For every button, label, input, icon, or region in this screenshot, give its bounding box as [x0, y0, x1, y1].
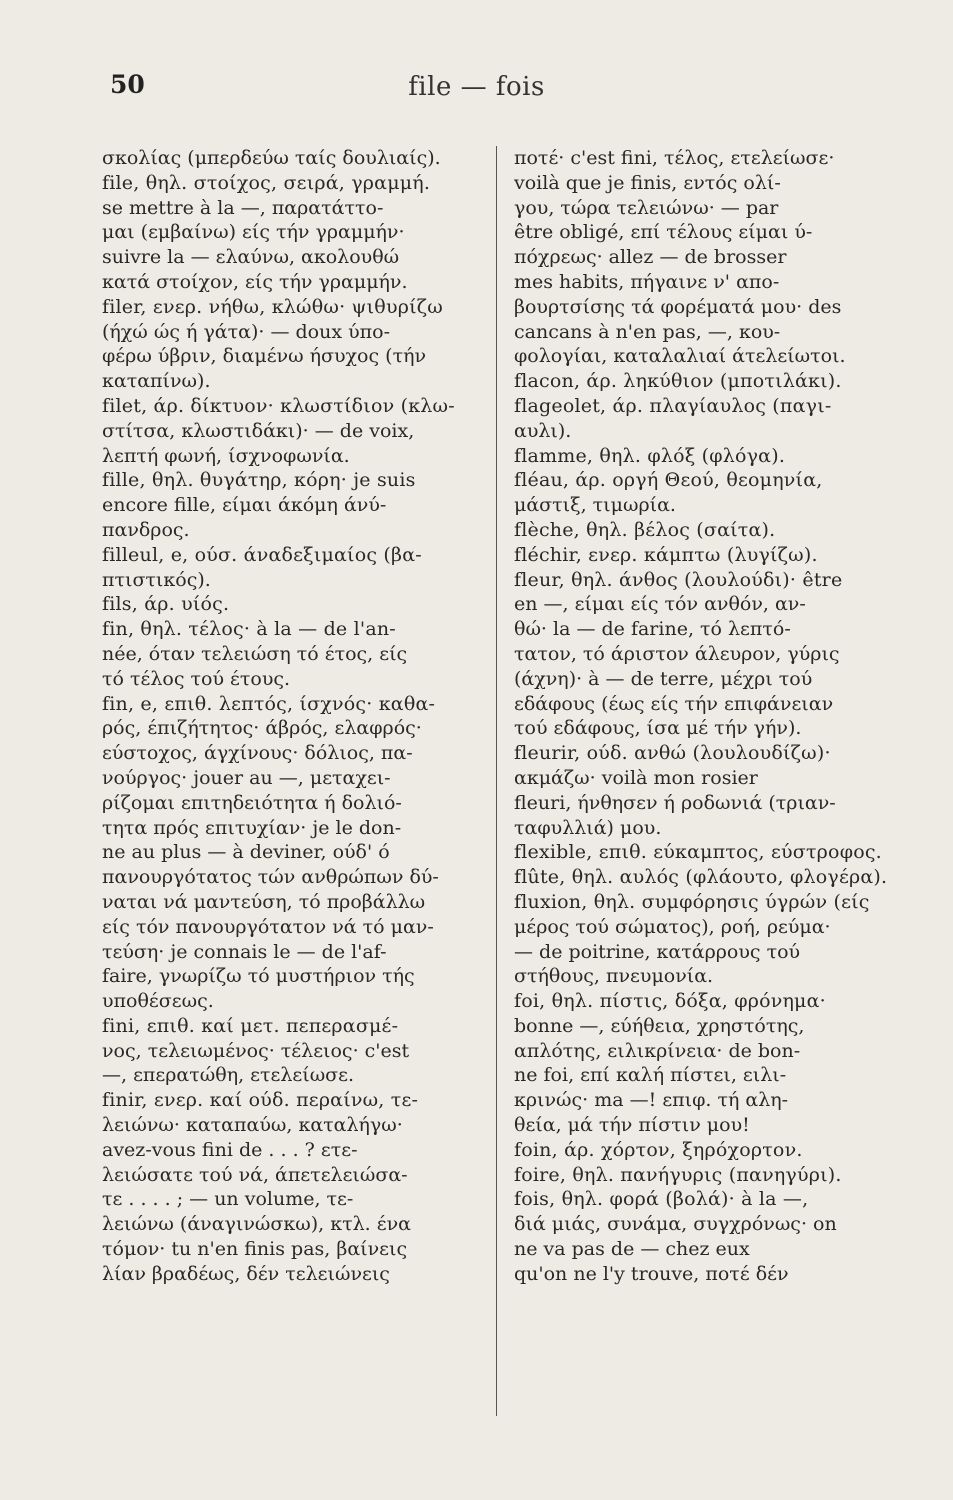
text-line: νος, τελειωμένος· τέλειος· c'est	[102, 1039, 410, 1062]
text-line: φέρω ύβριν, διαμένω ήσυχος (τήν	[102, 345, 427, 368]
text-line: foire, θηλ. πανήγυρις (πανηγύρι).	[514, 1163, 842, 1186]
text-line: filer, ενερ. νήθω, κλώθω· ψιθυρίζω	[102, 295, 443, 318]
text-line: θεία, μά τήν πίστιν μου!	[514, 1114, 750, 1137]
text-line: μαι (εμβαίνω) είς τήν γραμμήν·	[102, 221, 405, 244]
text-line: fleuri, ήνθησεν ή ροδωνιά (τριαν-	[514, 791, 836, 814]
text-line: fleur, θηλ. άνθος (λουλούδι)· être	[514, 568, 843, 591]
text-line: τητα πρός επιτυχίαν· je le don-	[102, 816, 402, 839]
text-line: νούργος· jouer au —, μεταχει-	[102, 766, 391, 789]
text-line: fils, άρ. υίός.	[102, 593, 230, 616]
page-number: 50	[110, 70, 145, 99]
text-line: στήθους, πνευμονία.	[514, 965, 714, 988]
text-line: εύστοχος, άγχίνους· δόλιος, πα-	[102, 742, 413, 765]
text-line: finir, ενερ. καί ούδ. περαίνω, τε-	[102, 1089, 419, 1112]
text-line: φολογίαι, καταλαλιαί άτελείωτοι.	[514, 345, 846, 368]
text-line: fois, θηλ. φορά (βολά)· à la —,	[514, 1188, 809, 1211]
text-line: λεπτή φωνή, ίσχνοφωνία.	[102, 444, 350, 467]
text-line: λειώσατε τού νά, άπετελειώσα-	[102, 1163, 408, 1186]
text-line: fin, e, επιθ. λεπτός, ίσχνός· καθα-	[102, 692, 436, 715]
text-line: voilà que je finis, εντός ολί-	[514, 171, 781, 194]
text-line: foi, θηλ. πίστις, δόξα, φρόνημα·	[514, 990, 826, 1013]
text-line: στίτσα, κλωστιδάκι)· — de voix,	[102, 419, 415, 442]
text-line: σκολίας (μπερδεύω ταίς δουλιαίς).	[102, 147, 441, 169]
text-line: λειώνω· καταπαύω, καταλήγω·	[102, 1114, 403, 1137]
text-line: —, επερατώθη, ετελείωσε.	[102, 1064, 355, 1087]
text-line: fléau, άρ. οργή Θεού, θεομηνία,	[514, 469, 823, 492]
text-line: qu'on ne l'y trouve, ποτέ δέν	[514, 1262, 789, 1285]
text-line: filet, άρ. δίκτυον· κλωστίδιον (κλω-	[102, 394, 455, 417]
text-line: être obligé, επί τέλους είμαι ύ-	[514, 221, 813, 244]
text-line: flamme, θηλ. φλόξ (φλόγα).	[514, 444, 786, 467]
text-line: file, θηλ. στοίχος, σειρά, γραμμή.	[102, 171, 431, 194]
text-line: fléchir, ενερ. κάμπτω (λυγίζω).	[514, 543, 818, 566]
text-line: cancans à n'en pas, —, κου-	[514, 320, 781, 343]
text-line: εδάφους (έως είς τήν επιφάνειαν	[514, 692, 834, 715]
text-line: μάστιξ, τιμωρία.	[514, 494, 676, 517]
text-line: (ήχώ ώς ή γάτα)· — doux ύπο-	[102, 320, 390, 343]
text-line: avez-vous fini de . . . ? ετε-	[102, 1138, 358, 1161]
text-line: flageolet, άρ. πλαγίαυλος (παγι-	[514, 394, 832, 417]
text-line: τού εδάφους, ίσα μέ τήν γήν).	[514, 717, 802, 740]
running-head: file — fois	[408, 72, 545, 102]
text-line: πόχρεως· allez — de brosser	[514, 246, 787, 269]
text-line: ne au plus — à deviner, ούδ' ό	[102, 841, 390, 864]
text-line: fluxion, θηλ. συμφόρησις ύγρών (είς	[514, 890, 870, 913]
text-line: née, όταν τελειώση τό έτος, είς	[102, 642, 408, 665]
text-line: κρινώς· ma —! επιφ. τή αλη-	[514, 1089, 789, 1112]
text-line: πανδρος.	[102, 518, 190, 541]
text-line: είς τόν πανουργότατον νά τό μαν-	[102, 915, 434, 938]
column-divider	[496, 146, 497, 1416]
text-line: καταπίνω).	[102, 370, 211, 393]
text-line: fini, επιθ. καί μετ. πεπερασμέ-	[102, 1014, 399, 1037]
text-line: flûte, θηλ. αυλός (φλάουτο, φλογέρα).	[514, 866, 888, 889]
text-line: τόμον· tu n'en finis pas, βαίνεις	[102, 1238, 408, 1261]
text-line: ne foi, επί καλή πίστει, ειλι-	[514, 1064, 787, 1087]
text-line: flacon, άρ. ληκύθιον (μποτιλάκι).	[514, 370, 842, 393]
page-header	[0, 70, 953, 110]
text-line: en —, είμαι είς τόν ανθόν, αν-	[514, 593, 806, 616]
text-line: faire, γνωρίζω τό μυστήριον τής	[102, 965, 415, 988]
text-line: bonne —, εύήθεια, χρηστότης,	[514, 1014, 805, 1037]
text-line: ακμάζω· voilà mon rosier	[514, 766, 758, 789]
text-line: mes habits, πήγαινε ν' απο-	[514, 270, 780, 293]
text-line: filleul, e, ούσ. άναδεξιμαίος (βα-	[102, 543, 422, 566]
text-line: foin, άρ. χόρτον, ξηρόχορτον.	[514, 1138, 803, 1161]
text-line: flèche, θηλ. βέλος (σαίτα).	[514, 518, 776, 541]
text-line: fin, θηλ. τέλος· à la — de l'an-	[102, 618, 396, 641]
text-line: λειώνω (άναγινώσκω), κτλ. ένα	[102, 1213, 411, 1236]
text-line: fille, θηλ. θυγάτηρ, κόρη· je suis	[102, 469, 416, 492]
text-line: τατον, τό άριστον άλευρον, γύρις	[514, 642, 840, 665]
text-line: υποθέσεως.	[102, 990, 214, 1013]
text-line: λίαν βραδέως, δέν τελειώνεις	[102, 1262, 390, 1285]
text-line: τεύση· je connais le — de l'af-	[102, 940, 387, 963]
text-line: flexible, επιθ. εύκαμπτος, εύστροφος.	[514, 841, 882, 864]
text-line: τε . . . . ; — un volume, τε-	[102, 1188, 354, 1211]
text-line: ne va pas de — chez eux	[514, 1238, 750, 1261]
text-line: fleurir, ούδ. ανθώ (λουλουδίζω)·	[514, 742, 831, 765]
text-line: τό τέλος τού έτους.	[102, 667, 291, 690]
text-line: ταφυλλιά) μου.	[514, 816, 662, 839]
text-line: encore fille, είμαι άκόμη άνύ-	[102, 494, 387, 517]
left-column	[102, 146, 502, 1287]
text-line: ρός, έπιζήτητος· άβρός, ελαφρός·	[102, 717, 422, 740]
text-line: μέρος τού σώματος), ροή, ρεύμα·	[514, 915, 831, 938]
text-line: ναται νά μαντεύση, τό προβάλλω	[102, 890, 426, 913]
text-line: κατά στοίχον, είς τήν γραμμήν.	[102, 270, 408, 293]
text-line: βουρτσίσης τά φορέματά μου· des	[514, 295, 842, 318]
text-line: suivre la — ελαύνω, ακολουθώ	[102, 246, 400, 269]
text-line: ποτέ· c'est fini, τέλος, ετελείωσε·	[514, 147, 835, 169]
text-line: — de poitrine, κατάρρους τού	[514, 940, 801, 963]
text-line: πτιστικός).	[102, 568, 211, 591]
text-line: ρίζομαι επιτηδειότητα ή δολιό-	[102, 791, 402, 814]
text-line: διά μιάς, συνάμα, συγχρόνως· on	[514, 1213, 837, 1236]
text-line: θώ· la — de farine, τό λεπτό-	[514, 618, 791, 641]
text-line: se mettre à la —, παρατάττο-	[102, 196, 384, 219]
text-line: πανουργότατος τών ανθρώπων δύ-	[102, 866, 439, 889]
text-line: γου, τώρα τελειώνω· — par	[514, 196, 779, 219]
right-column	[514, 146, 914, 1287]
text-line: απλότης, ειλικρίνεια· de bon-	[514, 1039, 801, 1062]
text-line: αυλι).	[514, 419, 572, 442]
text-line: (άχνη)· à — de terre, μέχρι τού	[514, 667, 813, 690]
